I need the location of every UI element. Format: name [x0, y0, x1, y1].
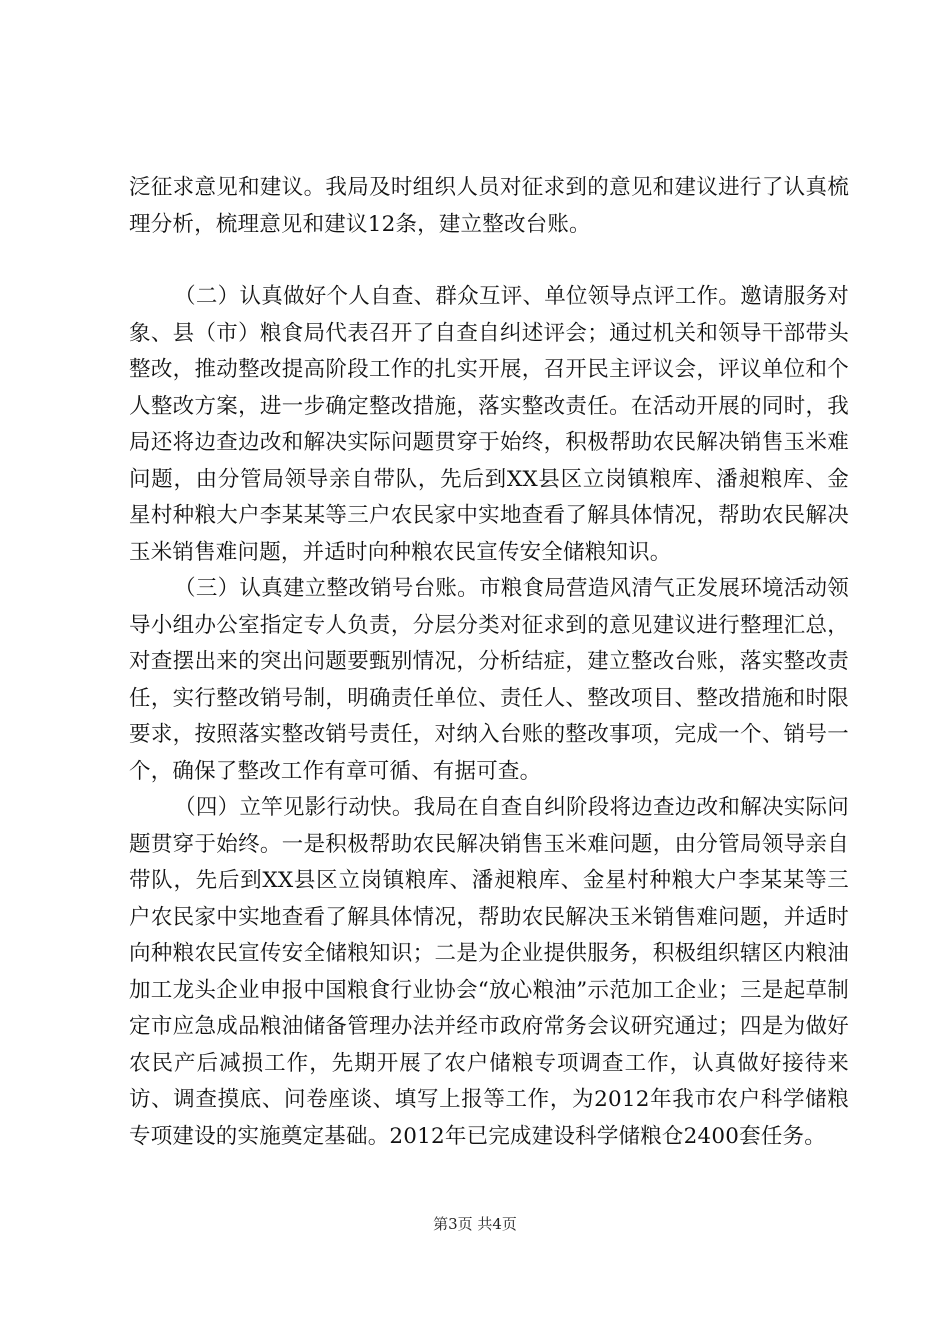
page-footer: 第3页 共4页: [433, 1215, 517, 1233]
paragraph-section-4: （四）立竿见影行动快。我局在自查自纠阶段将边查边改和解决实际问题贯穿于始终。一是积极帮助农民解决销售玉米难问题，由分管局领导亲自带队，先后到XX县区立岗镇粮库、潘昶粮库、金星村种粮大户李某某等三户农民家中实地查看了解具体情况，帮助农民解决玉米销售难问题，并适时向种粮农民宣传安全储粮知识；二是为企业提供服务，积极组织辖区内粮油加工龙头企业申报中国粮食行业协会“放心粮油”示范加工企业；三是起草制定市应急成品粮油储备管理办法并经市政府常务会议研究通过；四是为做好农民产后减损工作，先期开展了农户储粮专项调查工作，认真做好接待来访、调查摸底、问卷座谈、填写上报等工作，为2012年我市农户科学储粮专项建设的实施奠定基础。2012年已完成建设科学储粮仓2400套任务。: [129, 795, 849, 1149]
paragraph-section-2: （二）认真做好个人自查、群众互评、单位领导点评工作。邀请服务对象、县（市）粮食局代表召开了自查自纠述评会；通过机关和领导干部带头整改，推动整改提高阶段工作的扎实开展，召开民主评议会，评议单位和个人整改方案，进一步确定整改措施，落实整改责任。在活动开展的同时，我局还将边查边改和解决实际问题贯穿于始终，积极帮助农民解决销售玉米难问题，由分管局领导亲自带队，先后到XX县区立岗镇粮库、潘昶粮库、金星村种粮大户李某某等三户农民家中实地查看了解具体情况，帮助农民解决玉米销售难问题，并适时向种粮农民宣传安全储粮知识。: [129, 284, 849, 565]
paragraph-section-3: （三）认真建立整改销号台账。市粮食局营造风清气正发展环境活动领导小组办公室指定专人负责，分层分类对征求到的意见建议进行整理汇总，对查摆出来的突出问题要甄别情况，分析结症，建立整改台账，落实整改责任，实行整改销号制，明确责任单位、责任人、整改项目、整改措施和时限要求，按照落实整改销号责任，对纳入台账的整改事项，完成一个、销号一个，确保了整改工作有章可循、有据可查。: [129, 576, 849, 784]
document-body: [129, 170, 849, 1155]
paragraph-continued: 泛征求意见和建议。我局及时组织人员对征求到的意见和建议进行了认真梳理分析，梳理意见和建议12条，建立整改台账。: [129, 175, 849, 237]
